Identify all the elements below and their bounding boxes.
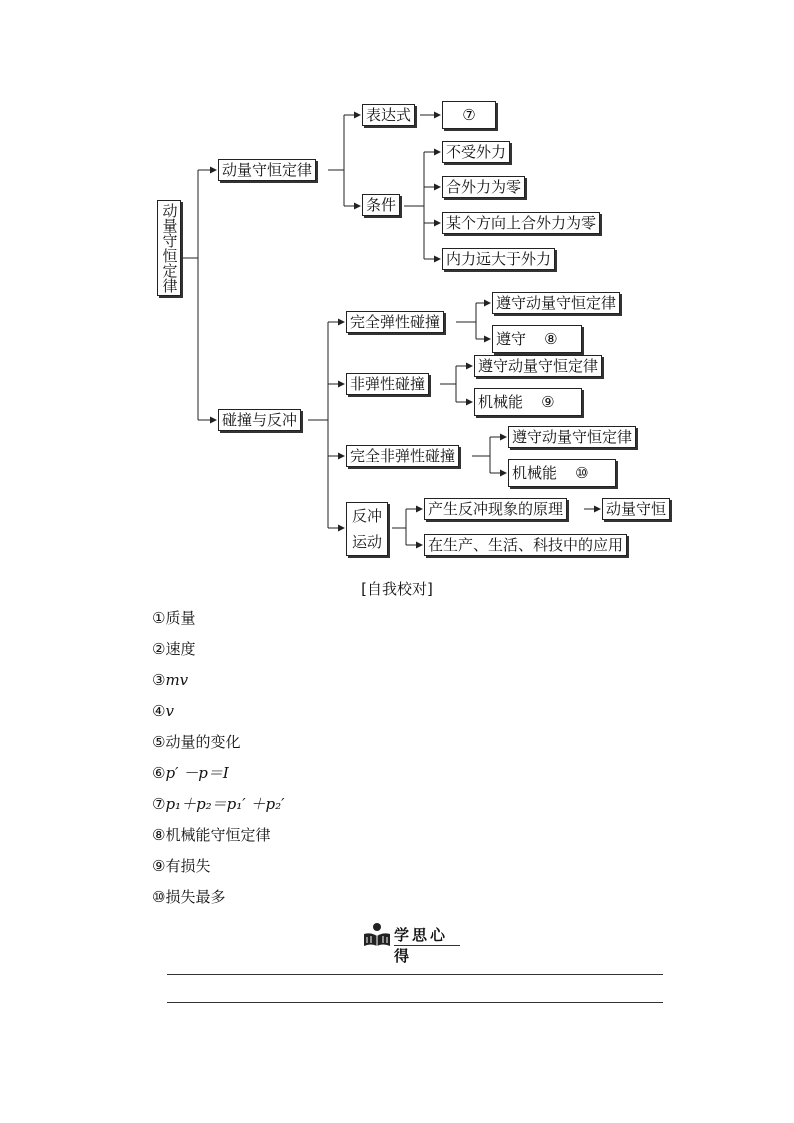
elastic-item: 遵守动量守恒定律 [492, 292, 620, 314]
answer-item: ④v [152, 702, 174, 720]
inelastic-node: 非弹性碰撞 [346, 373, 429, 395]
blank-7: ⑦ [454, 102, 484, 129]
blank-8: ⑧ [531, 326, 571, 353]
reflection-logo [362, 922, 462, 965]
branch-conservation-label: 动量守恒定律 [222, 161, 313, 179]
condition-item: 合外力为零 [442, 176, 525, 198]
root-label: 动量守恒定律 [160, 203, 179, 293]
answer-item: ②速度 [152, 640, 196, 658]
inelastic-item: 机械能 ⑨ [474, 388, 582, 416]
blank-10: ⑩ [562, 460, 602, 487]
recoil-result: 动量守恒 [602, 498, 670, 520]
branch-collision [218, 409, 301, 431]
book-reader-icon [362, 922, 392, 948]
blank-9: ⑨ [528, 389, 568, 416]
conditions-node [362, 194, 400, 216]
elastic-item: 遵守 ⑧ [492, 325, 582, 353]
branch-conservation [218, 159, 316, 181]
expression-node [362, 104, 415, 126]
reflection-title: 学思心得 [394, 926, 449, 965]
condition-item: 不受外力 [442, 141, 510, 163]
root-node [157, 200, 181, 296]
recoil-item: 在生产、生活、科技中的应用 [424, 534, 627, 556]
perfect-inelastic-node: 完全非弹性碰撞 [346, 445, 459, 467]
answer-item: ⑩损失最多 [152, 888, 226, 906]
inelastic-item: 遵守动量守恒定律 [474, 355, 602, 377]
elastic-node: 完全弹性碰撞 [346, 311, 444, 333]
answer-item: ⑥p′ －p＝I [152, 764, 229, 782]
expression-answer-box [442, 101, 496, 129]
writing-line[interactable] [167, 974, 663, 975]
branch-collision-label: 碰撞与反冲 [222, 411, 298, 429]
answer-item: ⑨有损失 [152, 857, 211, 875]
answer-item: ①质量 [152, 609, 196, 627]
perfect-inelastic-item: 机械能 ⑩ [508, 459, 616, 487]
self-check-title: [自我校对] [361, 580, 433, 598]
answer-item: ⑤动量的变化 [152, 733, 241, 751]
expression-label: 表达式 [366, 106, 412, 124]
answer-item: ⑦p₁＋p₂＝p₁′ ＋p₂′ [152, 795, 285, 813]
recoil-item: 产生反冲现象的原理 [424, 498, 567, 520]
conditions-label: 条件 [366, 196, 397, 214]
recoil-node: 反冲 运动 [346, 502, 388, 556]
answer-item: ⑧机械能守恒定律 [152, 826, 271, 844]
condition-item: 内力远大于外力 [442, 248, 555, 270]
answer-item: ③mv [152, 671, 189, 689]
perfect-inelastic-item: 遵守动量守恒定律 [508, 426, 636, 448]
writing-line[interactable] [167, 1002, 663, 1003]
logo-underline [394, 945, 460, 946]
condition-item: 某个方向上合外力为零 [442, 212, 600, 234]
